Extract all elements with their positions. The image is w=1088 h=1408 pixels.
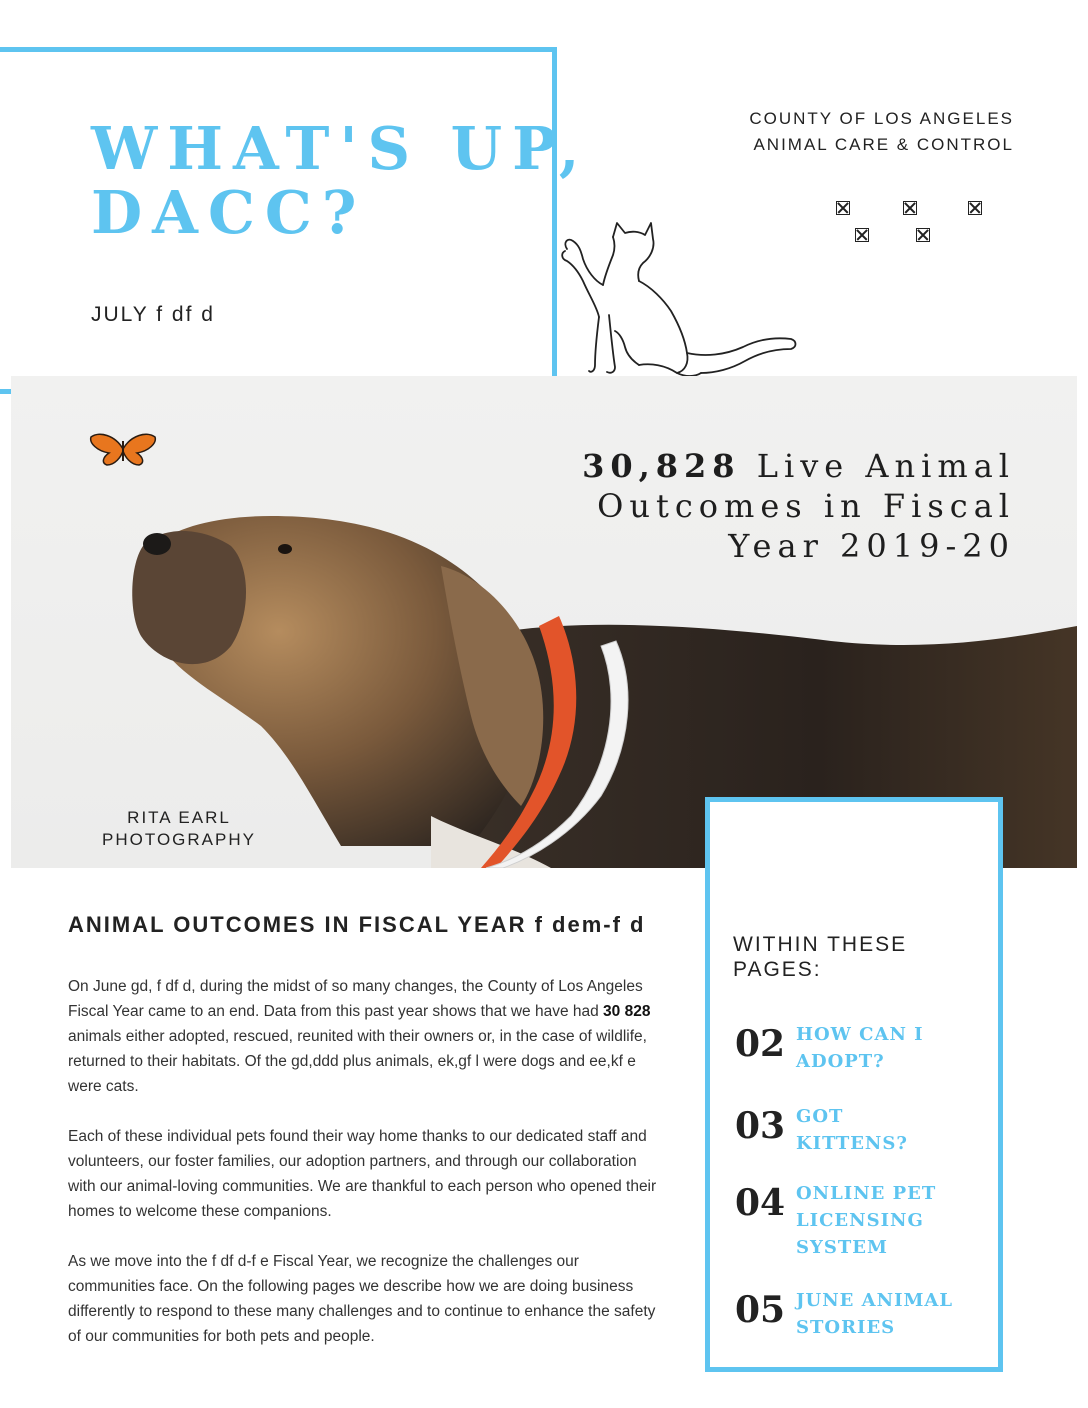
social-icon[interactable] xyxy=(903,201,917,215)
credit-line-1: RITA EARL xyxy=(127,808,231,827)
organization-name xyxy=(749,106,1014,158)
paragraph-text: On June gd, f df d, during the midst of so many changes, the County of Los Angeles Fiscal Year came to an end. Data from this past year shows that we have had xyxy=(68,978,643,1020)
toc-item-label: JUNE ANIMAL STORIES xyxy=(796,1290,954,1338)
hero-headline xyxy=(545,446,1015,566)
headline-number: 30,828 xyxy=(582,447,741,485)
article-title: ANIMAL OUTCOMES IN FISCAL YEAR f dem-f d xyxy=(68,912,646,937)
newsletter-title xyxy=(91,114,590,247)
org-line-1: COUNTY OF LOS ANGELES xyxy=(749,109,1014,128)
toc-item-label: GOT KITTENS? xyxy=(796,1106,908,1154)
credit-line-2: PHOTOGRAPHY xyxy=(102,830,256,849)
paragraph-text: animals either adopted, rescued, reunited with their owners or, in the case of wildlife, returned to their habitats. Of the gd,ddd plus animals, ek,gf l were dogs and ee,kf e were cats. xyxy=(68,1028,647,1095)
toc-heading-line-1: WITHIN THESE xyxy=(733,933,908,956)
title-line-1: WHAT'S UP, xyxy=(91,114,590,183)
org-line-2: ANIMAL CARE & CONTROL xyxy=(753,135,1014,154)
toc-page-number: 04 xyxy=(735,1182,786,1224)
photo-credit xyxy=(98,807,260,851)
highlight-number: 30 828 xyxy=(603,1003,651,1020)
social-icon[interactable] xyxy=(855,228,869,242)
toc-page-number: 05 xyxy=(735,1289,786,1331)
title-line-2: DACC? xyxy=(91,178,367,247)
cat-illustration xyxy=(555,215,800,380)
social-icon[interactable] xyxy=(968,201,982,215)
headline-text: Live Animal Outcomes in Fiscal Year 2019-20 xyxy=(597,447,1015,565)
issue-date: JULY f df d xyxy=(91,303,215,326)
toc-item-label: HOW CAN I ADOPT? xyxy=(796,1024,924,1072)
article-body xyxy=(68,974,658,1374)
social-icon[interactable] xyxy=(836,201,850,215)
article-paragraph: As we move into the f df d-f e Fiscal Year, we recognize the challenges our communities face. On the following pages we describe how we are doing business differently to respond to these many challenges and to continue to enhance the safety of our communities for both pets and people. xyxy=(68,1253,656,1345)
toc-heading xyxy=(733,932,907,982)
social-icon[interactable] xyxy=(916,228,930,242)
article-paragraph xyxy=(68,974,658,1099)
butterfly-image xyxy=(89,431,157,467)
toc-page-number: 03 xyxy=(735,1105,786,1147)
article-paragraph: Each of these individual pets found their way home thanks to our dedicated staff and volunteers, our foster families, our adoption partners, and through our collaboration with our animal-loving communities. We are thankful to each person who opened their homes to welcome these companions. xyxy=(68,1128,657,1220)
toc-heading-line-2: PAGES: xyxy=(733,958,822,981)
toc-page-number: 02 xyxy=(735,1023,786,1065)
toc-item-label: ONLINE PET LICENSING SYSTEM xyxy=(796,1183,937,1258)
toc-frame xyxy=(705,797,1003,1372)
